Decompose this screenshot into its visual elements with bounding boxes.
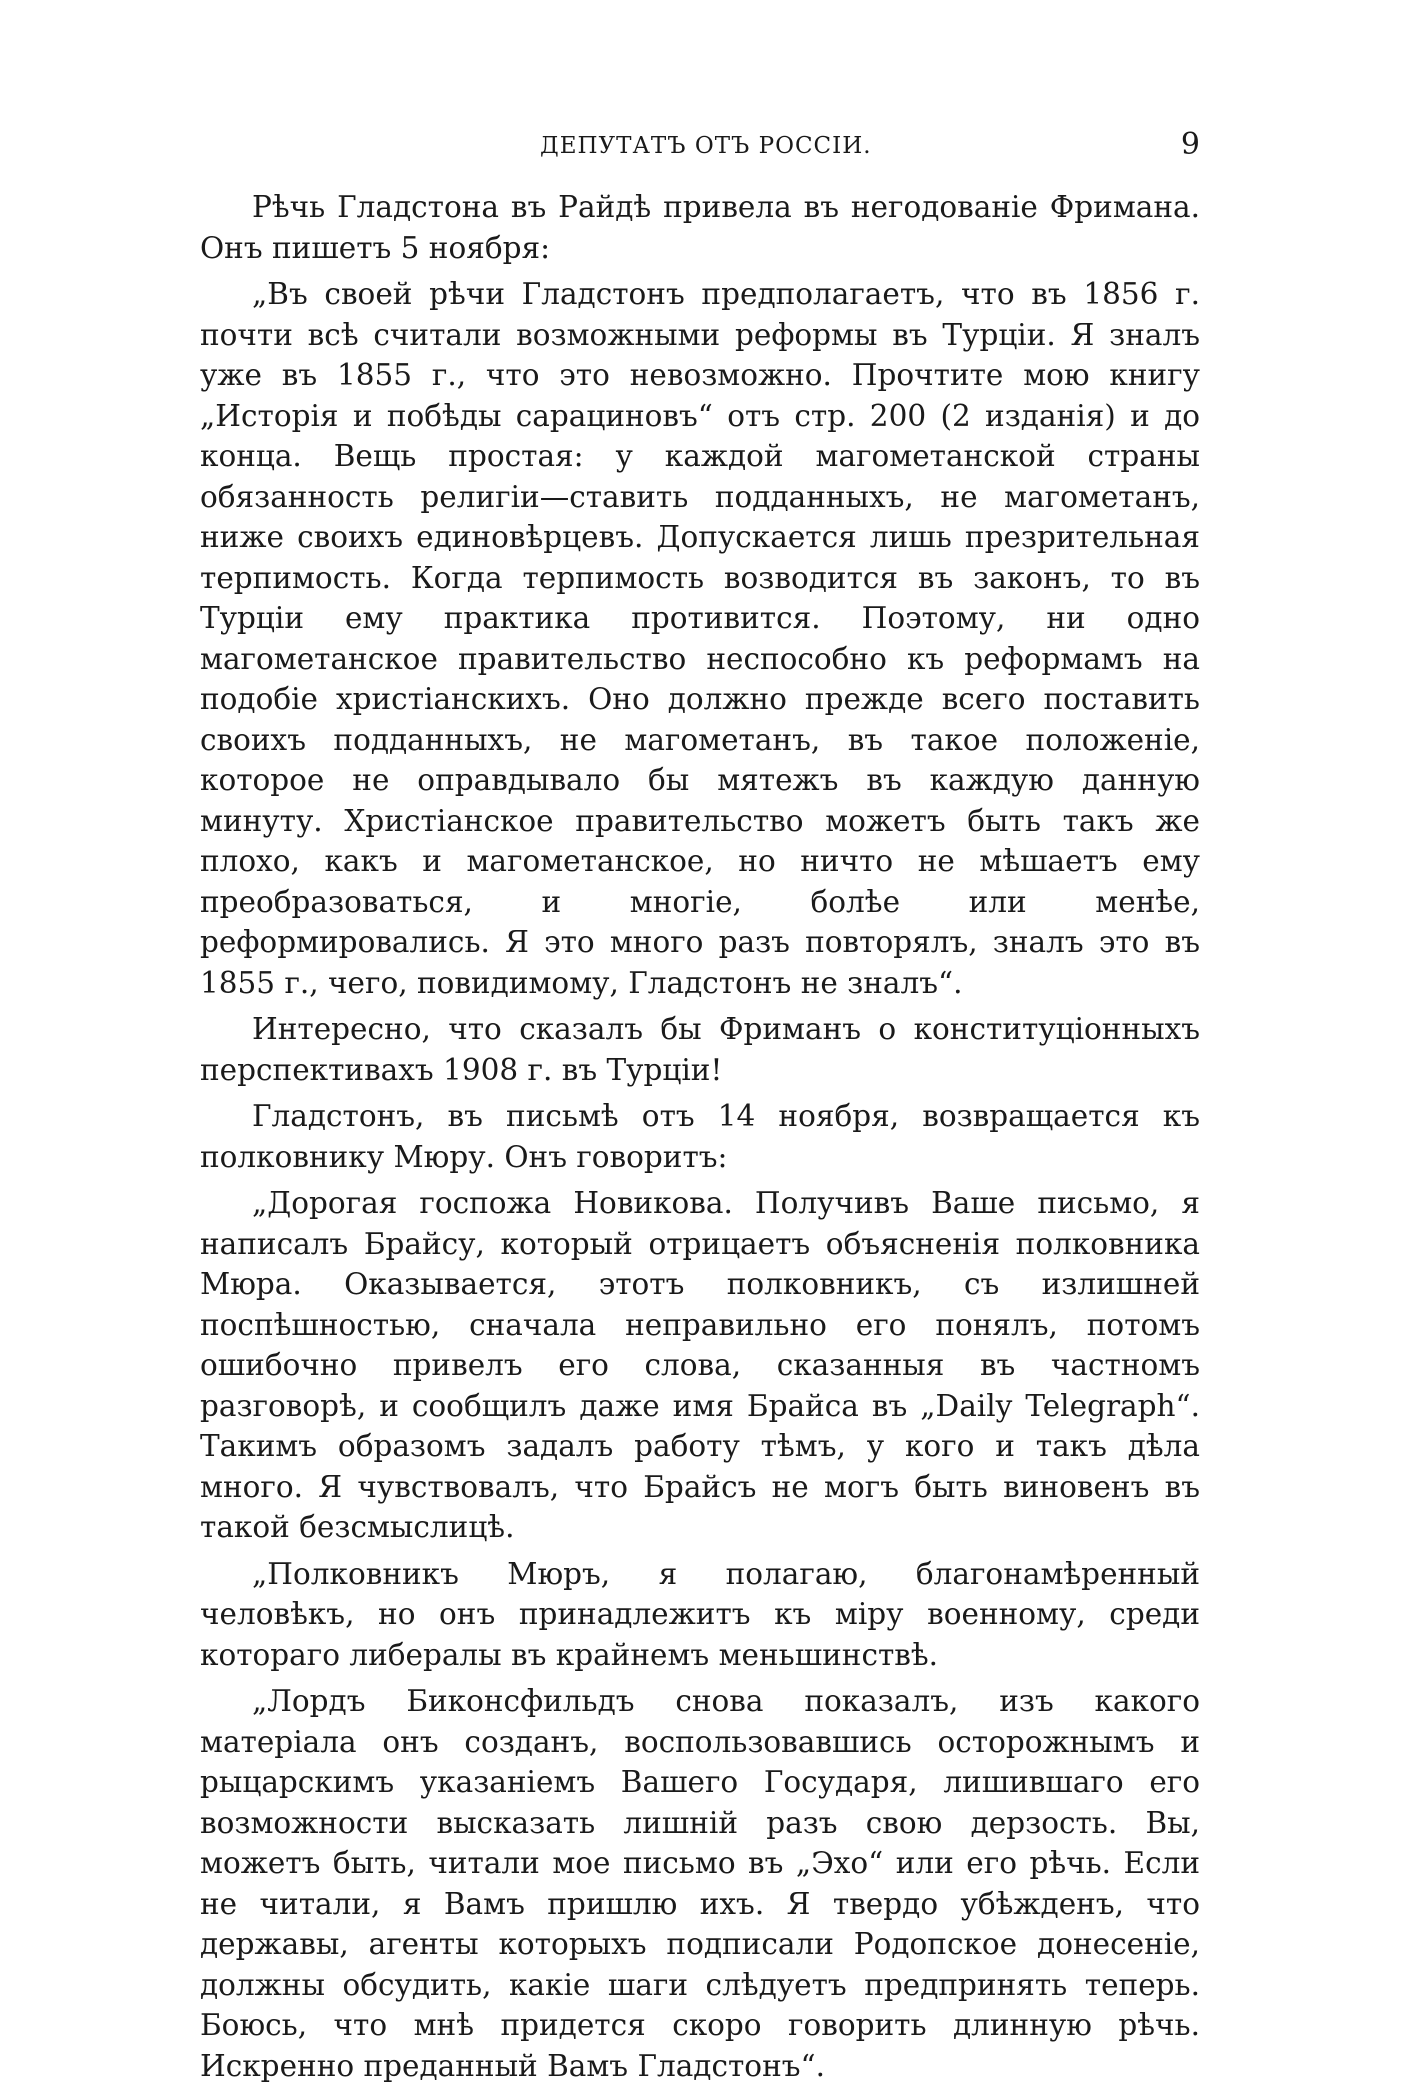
paragraph: Интересно, что сказалъ бы Фриманъ о конституціонныхъ перспективахъ 1908 г. въ Турціи! (200, 1012, 1200, 1087)
paragraph: Гладстонъ, въ письмѣ отъ 14 ноября, возвращается къ полковнику Мюру. Онъ говоритъ: (200, 1099, 1200, 1174)
body-text (200, 187, 1200, 2086)
page-number: 9 (1180, 127, 1200, 162)
paragraph: „Дорогая госпожа Новикова. Получивъ Ваше письмо, я написалъ Брайсу, который отрицаетъ объясненія полковника Мюра. Оказывается, этотъ полковникъ, съ излишней поспѣшностью, сначала неправильно его понялъ, потомъ ошибочно привелъ его слова, сказанныя въ частномъ разговорѣ, и сообщилъ даже имя Брайса въ „Daily Telegraph“. Такимъ образомъ задалъ работу тѣмъ, у кого и такъ дѣла много. Я чувствовалъ, что Брайсъ не могъ быть виновенъ въ такой безсмыслицѣ. (200, 1186, 1200, 1544)
running-title: ДЕПУТАТЪ ОТЪ РОССІИ. (540, 133, 872, 159)
paragraph: „Въ своей рѣчи Гладстонъ предполагаетъ, что въ 1856 г. почти всѣ считали возможными реформы въ Турціи. Я зналъ уже въ 1855 г., что это невозможно. Прочтите мою книгу „Исторія и побѣды сарациновъ“ отъ стр. 200 (2 изданія) и до конца. Вещь простая: у каждой магометанской страны обязанность религіи—ставить подданныхъ, не магометанъ, ниже своихъ единовѣрцевъ. Допускается лишь презрительная терпимость. Когда терпимость возводится въ законъ, то въ Турціи ему практика противится. Поэтому, ни одно магометанское правительство неспособно къ реформамъ на подобіе христіанскихъ. Оно должно прежде всего поставить своихъ подданныхъ, не магометанъ, въ такое положеніе, которое не оправдывало бы мятежъ въ каждую данную минуту. Христіанское правительство можетъ быть такъ же плохо, какъ и магометанское, но ничто не мѣшаетъ ему преобразоваться, и многіе, болѣе или менѣе, реформировались. Я это много разъ повторялъ, зналъ это въ 1855 г., чего, повидимому, Гладстонъ не зналъ“. (200, 277, 1200, 1000)
paragraph: „Полковникъ Мюръ, я полагаю, благонамѣренный человѣкъ, но онъ принадлежитъ къ міру военному, среди котораго либералы въ крайнемъ меньшинствѣ. (200, 1556, 1200, 1672)
book-page (200, 125, 1200, 2086)
paragraph: Рѣчь Гладстона въ Райдѣ привела въ негодованіе Фримана. Онъ пишетъ 5 ноября: (200, 190, 1200, 265)
paragraph: „Лордъ Биконсфильдъ снова показалъ, изъ какого матеріала онъ созданъ, воспользовавшись осторожнымъ и рыцарскимъ указаніемъ Вашего Государя, лишившаго его возможности высказать лишній разъ свою дерзость. Вы, можетъ быть, читали мое письмо въ „Эхо“ или его рѣчь. Если не читали, я Вамъ пришлю ихъ. Я твердо убѣжденъ, что державы, агенты которыхъ подписали Родопское донесеніе, должны обсудить, какіе шаги слѣдуетъ предпринять теперь. Боюсь, что мнѣ придется скоро говорить длинную рѣчь. Искренно преданный Вамъ Гладстонъ“. (200, 1684, 1200, 2083)
running-head (200, 125, 1200, 165)
